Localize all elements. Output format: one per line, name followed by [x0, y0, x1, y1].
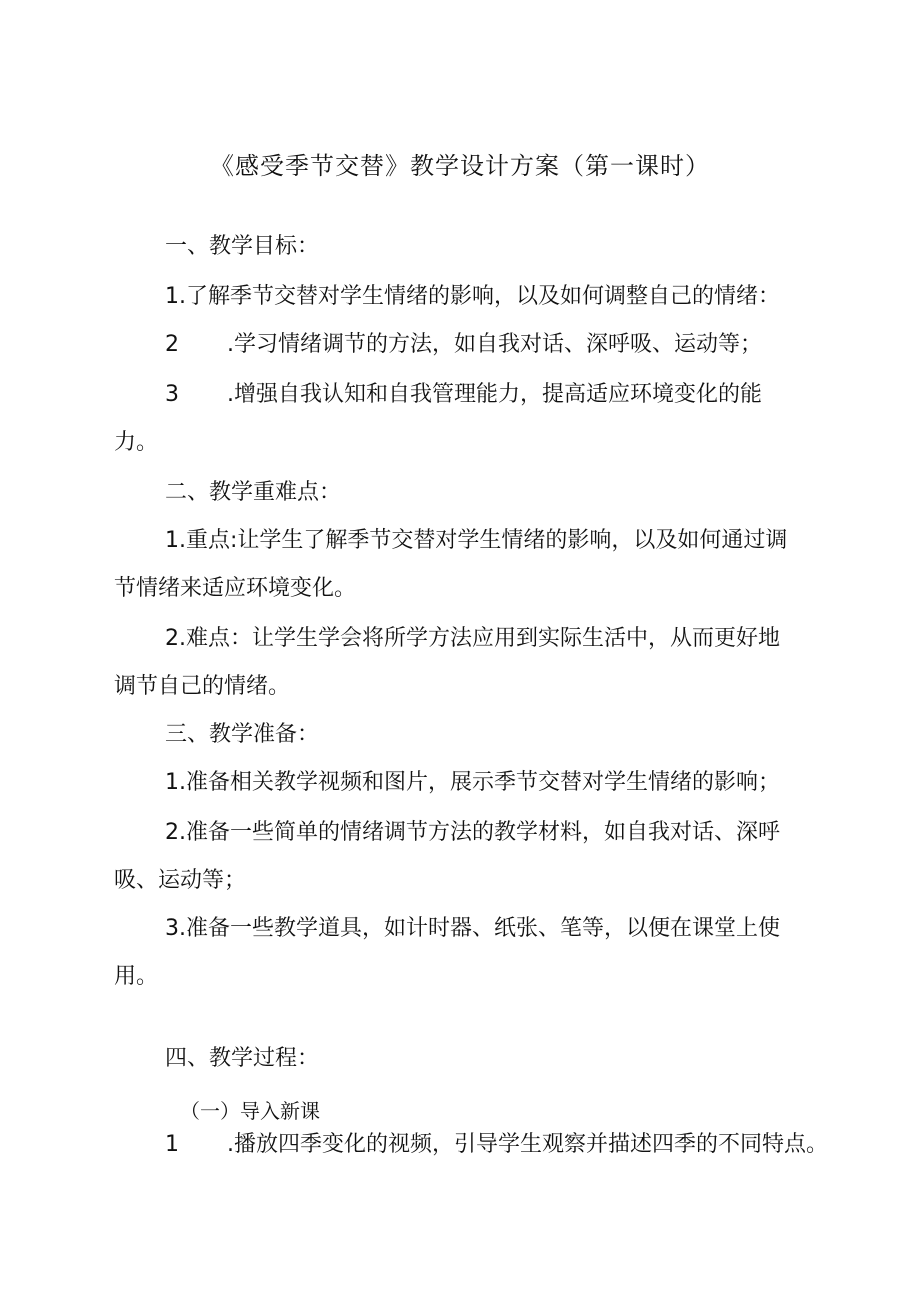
list-item: [165, 624, 780, 654]
item-text: .学习情绪调节的方法，如自我对话、深呼吸、运动等；: [227, 332, 762, 357]
section-heading: 三、教学准备：: [165, 722, 320, 747]
item-text: .增强自我认知和自我管理能力，提高适应环境变化的能: [227, 382, 762, 407]
item-text-continuation: 用。: [114, 964, 159, 989]
section-heading: 二、教学重难点：: [165, 480, 342, 505]
item-text-continuation: 调节自己的情绪。: [114, 674, 291, 699]
item-text: .准备相关教学视频和图片，展示季节交替对学生情绪的影响；: [179, 770, 780, 795]
item-number: 1: [165, 1132, 179, 1157]
item-text-continuation: 节情绪来适应环境变化。: [114, 576, 357, 601]
item-number: 3: [165, 382, 179, 407]
list-item: [165, 380, 762, 410]
list-item: [165, 526, 787, 556]
document-title: 《感受季节交替》教学设计方案（第一课时）: [210, 152, 710, 180]
list-item: [165, 1130, 828, 1160]
item-text: .了解季节交替对学生情绪的影响，以及如何调整自己的情绪：: [179, 284, 780, 309]
list-item: [165, 914, 780, 944]
list-item: [165, 330, 762, 360]
item-text-continuation: 吸、运动等；: [114, 868, 247, 893]
section-heading: 一、教学目标：: [165, 234, 320, 259]
item-number: 1: [165, 284, 179, 309]
item-number: 1: [165, 770, 179, 795]
item-number: 2: [165, 820, 179, 845]
item-number: 2: [165, 332, 179, 357]
list-item: [165, 282, 780, 312]
item-number: 2: [165, 626, 179, 651]
item-text-continuation: 力。: [114, 430, 159, 455]
item-number: 1: [165, 528, 179, 553]
item-number: 3: [165, 916, 179, 941]
list-item: [165, 818, 780, 848]
item-text: .重点:让学生了解季节交替对学生情绪的影响，以及如何通过调: [179, 528, 788, 553]
subsection-heading: （一）导入新课: [180, 1099, 320, 1123]
item-text: .准备一些教学道具，如计时器、纸张、笔等，以便在课堂上使: [179, 916, 780, 941]
item-text: .难点：让学生学会将所学方法应用到实际生活中，从而更好地: [179, 626, 780, 651]
item-text: .准备一些简单的情绪调节方法的教学材料，如自我对话、深呼: [179, 820, 780, 845]
item-text: .播放四季变化的视频，引导学生观察并描述四季的不同特点。: [227, 1132, 828, 1157]
list-item: [165, 768, 780, 798]
section-heading: 四、教学过程：: [165, 1046, 320, 1071]
